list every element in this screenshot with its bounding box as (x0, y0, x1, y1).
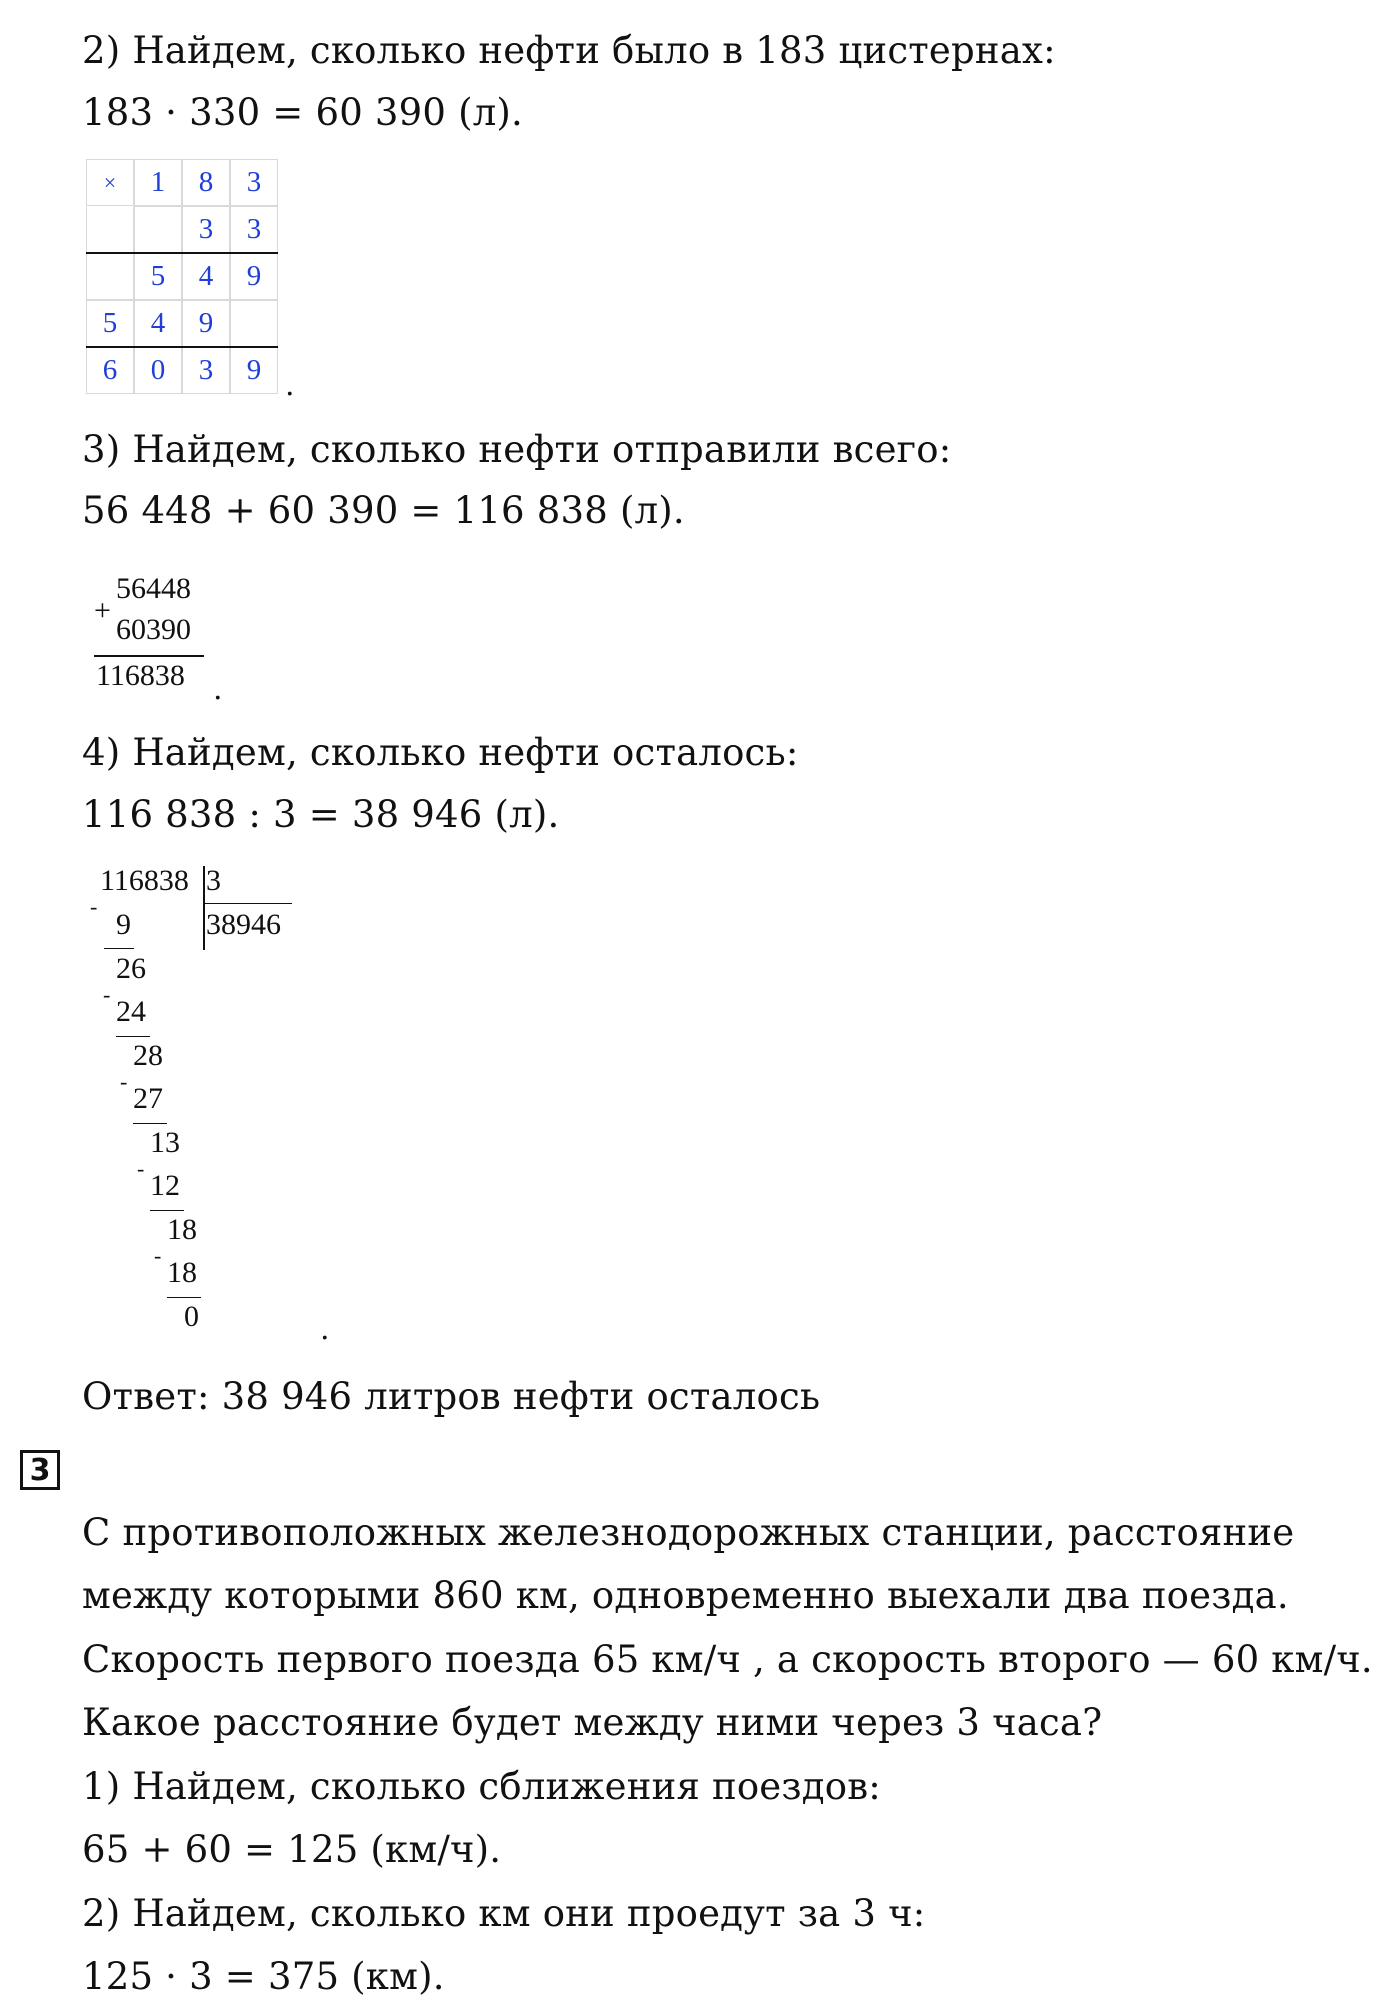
mult-cell: 8 (182, 159, 230, 206)
task-line: С противоположных железнодорожных станции, расстояние (82, 1511, 1295, 1554)
div-step-rule (133, 1123, 167, 1124)
task-line: 2) Найдем, сколько км они проедут за 3 ч: (82, 1892, 926, 1935)
div-minus: - (120, 1069, 128, 1094)
mult-rule-1 (86, 252, 278, 254)
div-step: 18 (167, 1213, 197, 1246)
mult-cell: 0 (134, 347, 182, 394)
task-number: 3 (29, 1452, 51, 1488)
mult-cell: 3 (230, 159, 278, 206)
div-step: 26 (116, 952, 146, 985)
task-line: 1) Найдем, сколько сближения поездов: (82, 1765, 881, 1808)
step4-equation: 116 838 : 3 = 38 946 (л). (82, 793, 560, 836)
div-step: 24 (116, 995, 146, 1028)
mult-cell: 4 (134, 300, 182, 347)
div-step: 9 (116, 908, 131, 941)
step4-title: 4) Найдем, сколько нефти осталось: (82, 731, 799, 774)
mult-rule-2 (86, 346, 278, 348)
mult-cell: 9 (182, 300, 230, 347)
add-end-dot: . (213, 672, 223, 707)
task-line: Какое расстояние будет между ними через 3 часа? (82, 1701, 1103, 1744)
div-minus: - (137, 1156, 145, 1181)
div-step: 0 (184, 1300, 199, 1333)
div-quotient: 38946 (206, 908, 281, 941)
div-divisor-rule (204, 903, 292, 904)
mult-cell: 5 (134, 253, 182, 300)
mult-cell: 3 (182, 206, 230, 253)
div-minus: - (103, 982, 111, 1007)
div-end-dot: . (320, 1312, 330, 1347)
mult-cell (230, 300, 278, 347)
step3-title: 3) Найдем, сколько нефти отправили всего: (82, 428, 952, 471)
div-step-rule (167, 1297, 201, 1298)
mult-cell: 1 (134, 159, 182, 206)
div-step: 12 (150, 1169, 180, 1202)
mult-sign: × (86, 159, 134, 206)
div-step-rule (116, 1036, 150, 1037)
step2-equation: 183 · 330 = 60 390 (л). (82, 91, 524, 134)
div-minus: - (154, 1243, 162, 1268)
mult-cell (134, 206, 182, 253)
mult-cell: 3 (230, 206, 278, 253)
add-sign: + (94, 594, 111, 627)
task-number-box (20, 1450, 60, 1490)
multiplication-grid (86, 159, 278, 394)
mult-cell: 9 (230, 347, 278, 394)
step2-title: 2) Найдем, сколько нефти было в 183 цистернах: (82, 29, 1056, 72)
mult-cell (86, 206, 134, 253)
mult-cell: 9 (230, 253, 278, 300)
task-line: 65 + 60 = 125 (км/ч). (82, 1828, 502, 1871)
div-divisor: 3 (206, 864, 221, 897)
task-line: 125 · 3 = 375 (км). (82, 1955, 445, 1998)
add-term-2: 60390 (116, 613, 191, 646)
div-step-rule (150, 1210, 184, 1211)
step3-equation: 56 448 + 60 390 = 116 838 (л). (82, 489, 685, 532)
mult-end-dot: . (285, 368, 295, 403)
add-sum: 116838 (96, 659, 185, 692)
div-step-rule (104, 948, 134, 949)
div-step: 18 (167, 1256, 197, 1289)
task-line: между которыми 860 км, одновременно выехали два поезда. (82, 1574, 1289, 1617)
mult-cell (86, 253, 134, 300)
task-line: Скорость первого поезда 65 км/ч , а скорость второго — 60 км/ч. (82, 1638, 1373, 1681)
div-minus: - (90, 894, 98, 919)
div-dividend: 116838 (100, 864, 189, 897)
div-step: 27 (133, 1082, 163, 1115)
mult-cell: 3 (182, 347, 230, 394)
mult-cell: 4 (182, 253, 230, 300)
answer-text: Ответ: 38 946 литров нефти осталось (82, 1375, 821, 1418)
mult-cell: 5 (86, 300, 134, 347)
add-term-1: 56448 (116, 572, 191, 605)
add-rule (94, 655, 204, 657)
div-step: 28 (133, 1039, 163, 1072)
div-vertical-bar (203, 866, 205, 950)
div-step: 13 (150, 1126, 180, 1159)
mult-cell: 6 (86, 347, 134, 394)
